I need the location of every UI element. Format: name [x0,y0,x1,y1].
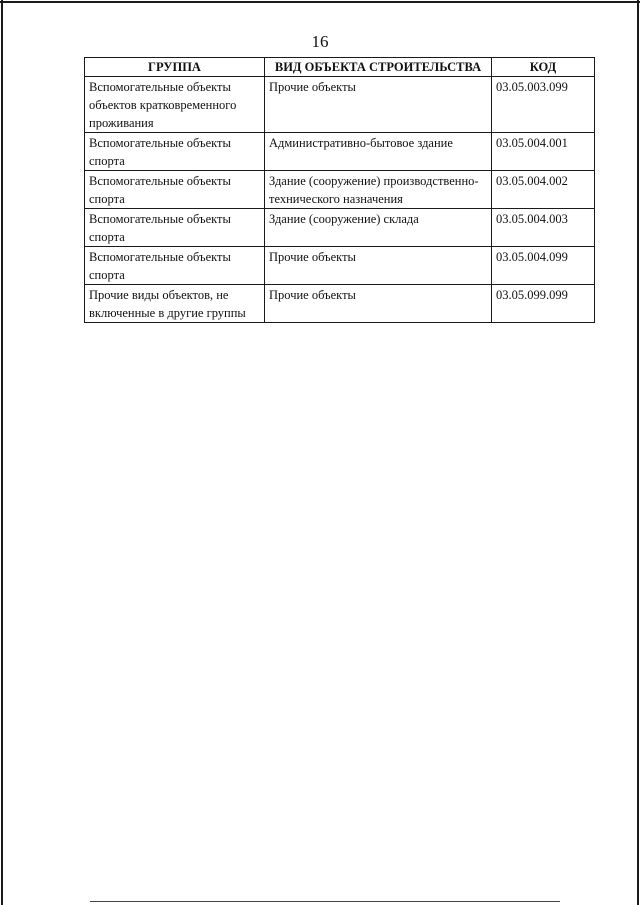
cell-code: 03.05.099.099 [492,285,595,323]
table-header-row [85,58,595,77]
cell-object-type: Прочие объекты [265,77,492,133]
cell-group: Прочие виды объектов, не включенные в другие группы [85,285,265,323]
cell-group: Вспомогательные объекты объектов кратковременного проживания [85,77,265,133]
construction-objects-table [84,57,595,323]
cell-group: Вспомогательные объекты спорта [85,133,265,171]
page-number: 16 [311,32,329,51]
cell-code: 03.05.003.099 [492,77,595,133]
header-code: КОД [492,58,595,77]
cell-code: 03.05.004.099 [492,247,595,285]
table-row [85,171,595,209]
scan-border-right [637,0,639,905]
table-row [85,285,595,323]
cell-group: Вспомогательные объекты спорта [85,209,265,247]
cell-object-type: Административно-бытовое здание [265,133,492,171]
table-row [85,77,595,133]
cell-object-type: Прочие объекты [265,247,492,285]
cell-object-type: Здание (сооружение) производственно-технического назначения [265,171,492,209]
cell-group: Вспомогательные объекты спорта [85,247,265,285]
cell-code: 03.05.004.002 [492,171,595,209]
table-row [85,247,595,285]
scan-border-top [0,1,640,3]
cell-object-type: Прочие объекты [265,285,492,323]
cell-code: 03.05.004.001 [492,133,595,171]
cell-object-type: Здание (сооружение) склада [265,209,492,247]
scan-border-bottom [90,901,560,902]
cell-code: 03.05.004.003 [492,209,595,247]
table-row [85,133,595,171]
header-object-type: ВИД ОБЪЕКТА СТРОИТЕЛЬСТВА [265,58,492,77]
table-row [85,209,595,247]
header-group: ГРУППА [85,58,265,77]
scan-border-left [1,0,3,905]
cell-group: Вспомогательные объекты спорта [85,171,265,209]
